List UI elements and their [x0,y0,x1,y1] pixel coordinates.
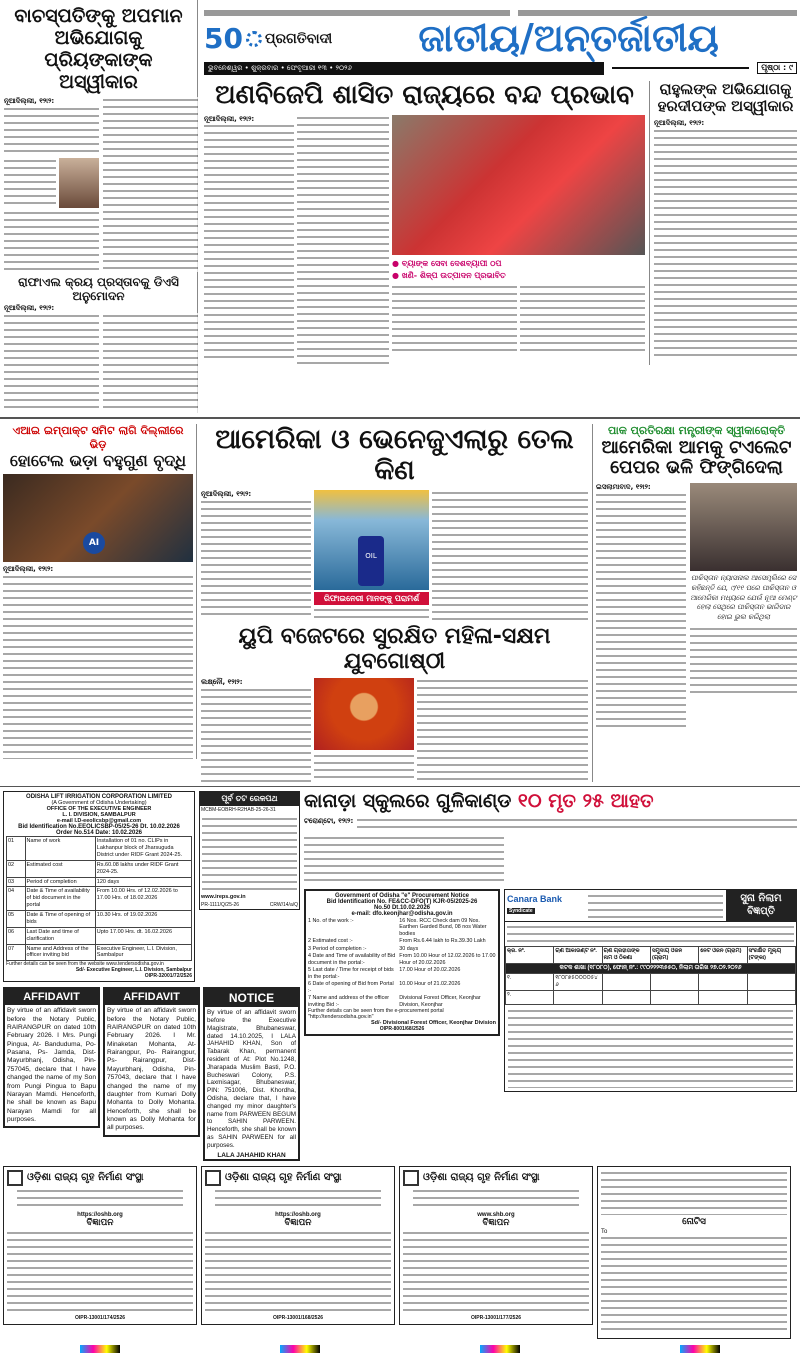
bandh-body [204,123,294,363]
court-notice [597,1166,791,1339]
railway-ref2: CRW/14/a/Q [269,902,298,909]
oshb-ref: OIPR-13001/174/2526 [74,1314,126,1321]
eproc-label: 2 Estimated cost :- [308,938,353,945]
canara-logo [505,890,585,921]
affidavit-2 [103,987,200,1136]
logo-wheel-icon [246,31,262,47]
eproc-label: 5 Last date / Time for receipt of bids in the portal:- [308,967,394,980]
affidavit-1 [3,987,100,1128]
canara-cell [602,991,650,1005]
oshb-org: ଓଡ଼ିଶା ରାଜ୍ୟ ଗୃହ ନିର୍ମାଣ ସଂସ୍ଥା [225,1172,342,1184]
eproc-footer: Further details can be seen from the e-procurement portal "http://tendersodisha.gov.in" [308,1008,444,1021]
eproc-row [308,918,496,937]
paper-name: ପ୍ରଗତିବାଦୀ [264,30,333,47]
oil-body-2 [432,490,588,620]
railway-tender-no: MCBM-EOBRH-R2HAB-25-26-31 [201,807,276,814]
oshb-title: ବିଜ୍ଞାପନ [284,1217,312,1228]
notice-body: By virtue of an affidavit sworn before the Executive Magistrate, Bhubaneswar, dated 14.10.2025, I LALA JAHAHID KHAN, Son of Tabarak Khan, permanent resident of At: Plot No.1248, Jharapada Muslim Basti, P.O. Bucheswari Colony, P.S. Laxmisagar, Bhubaneswar, PIN: 751006, Dist. Khordha, Odisha, declare that, I have changed my minor daughter's name from PARWEEN BEGUM to SAHIN PARWEEN. Henceforth, she shall be known as SAHIN PARWEEN for all purposes. [207,1009,296,1149]
eproc-row [308,938,496,944]
oshb-address [17,1188,183,1210]
priyanka-headline: ବାଚସ୍ପତିଙ୍କୁ ଅପମାନ ଅଭିଯୋଗକୁ ପ୍ରିୟଙ୍କାଙ୍କ ଅସ୍ୱୀକାର [14,5,183,93]
oshb-website[interactable]: www.shb.org [477,1211,515,1218]
hardeep-body [654,128,797,358]
canara-cell [554,991,602,1005]
eproc-ref: OIPR-8001/68/2526 [379,1026,425,1033]
oil-photo [314,490,429,590]
oil-dateline: ନୂଆଦିଲ୍ଲୀ, ୧୨ା୨: [201,489,252,498]
section-title: ଜାତୀୟ/ଅନ୍ତର୍ଜାତୀୟ [418,16,719,60]
pak-kicker: ପାକ ପ୍ରତିରକ୍ଷା ମନ୍ତ୍ରୀଙ୍କ ସ୍ୱୀକାରୋକ୍ତି [607,423,785,437]
canada-body-2 [304,835,504,885]
anniversary-logo: 50 [204,21,243,55]
olic-office: OFFICE OF THE EXECUTIVE ENGINEER [46,806,152,813]
oil-body-3 [314,607,429,618]
eproc-label: 1 No. of the work :- [308,918,354,924]
eproc-label: 4 Date and Time of availability of Bid document in the portal:- [308,953,396,966]
eproc-value: 10.00 Hour of 21.02.2026 [399,981,461,988]
oshb-logo-icon [205,1170,221,1186]
pak-story [593,424,800,732]
affidavit-2-body: By virtue of an affidavit sworn before the Notary Public, RAIRANGPUR on dated 10th February 2026. I Mr. Minaketan Mohanta, At- Rairangpur, Po- Rairangpur, Ps- Rairangpur, Dist- Mayurbhanj, Odisha, Pin-757043, declare that I have changed the name of my daughter from Kumari Dolly Mohanta to Dolly Mohanta. Henceforth, she shall be known as Dolly Mohanta for all purposes. [107,1007,196,1132]
oil-body [201,499,311,619]
middle-section [0,419,800,787]
olic-cell: 07 [7,944,26,961]
affidavit-1-body: By virtue of an affidavit sworn before the Notary Public, RAIRANGPUR on dated 10th February 2026. I Mrs. Pungi Pingua, At- Banduduma, Po- Pasana, Ps- Jamda, Dist- Mayurbhanj, Odisha, Pin-757045, declare that I have changed the name of my Son from Pungi Pingua to Bapu Narayan Mamdi. Henceforth, he shall be known as Bapu Narayan Mamdi for all purposes. [7,1007,96,1123]
bandh-bullet-2: ● ଖଣି- ଶିଳ୍ପ ଉତ୍ପାଦନ ପ୍ରଭାବିତ [392,270,506,280]
canada-headline-b: ୧୦ ମୃତ ୨୫ ଆହତ [517,790,654,813]
up-budget-body-2 [314,753,414,781]
eproc-bid-id: Bid Identification No. FE&CC-DFO(T) KJR-05/2025-26 [326,899,478,905]
top-stories [204,81,797,365]
bandh-protest-photo [392,115,645,255]
ai-story [0,424,197,759]
olic-cell: Upto 17.00 Hrs. dt. 16.02.2026 [95,927,191,944]
priyanka-body [4,106,99,156]
eproc-row [308,995,496,1008]
name-change-notice [203,987,300,1160]
canara-cell: ୧୮୦୮୭୫୦୦୦୦୫୪୬ [554,974,602,991]
oshb-address [413,1188,579,1210]
bullet-text: ଖଣି- ଶିଳ୍ପ ଉତ୍ପାଦନ ପ୍ରଭାବିତ [401,270,506,280]
canara-branch-heading: କଟକ ଶାଖା (୧୮୦୮୦), ଫୋନ୍ ନଂ.: ୯୯୦୨୨୨୩୫୫୦, ନିଲାମ ତାରିଖ ୨୭.୦୨.୨୦୨୬ [506,963,796,974]
oshb-logo-icon [7,1170,23,1186]
olic-table-row [7,887,192,911]
canara-cell: ୧. [506,974,554,991]
eproc-value: From Rs.6.44 lakh to Rs.39.30 Lakh [399,938,486,945]
olic-sign: Sd/- Executive Engineer, L.I. Division, Sambalpur [75,967,192,974]
olic-cell: Name and Address of the officer inviting bid [25,944,95,961]
ai-kicker: ଏଆଇ ଇମ୍ପାକ୍ଟ ସମିଟ ଲାଗି ଦିଲ୍ଲୀରେ ଭିଡ଼ [12,423,184,451]
oshb-title: ବିଜ୍ଞାପନ [86,1217,114,1228]
olic-cell: 01 [7,837,26,861]
ai-dateline: ନୂଆଦିଲ୍ଲୀ, ୧୨ା୨: [3,565,54,574]
canara-column-header: ଋଣ ଆକାଉଣ୍ଟ ନଂ. [554,947,602,964]
railway-tender-ad [199,791,300,910]
up-budget-dateline: ଲକ୍ଷ୍ନୌ, ୧୨ା୨: [201,678,243,687]
eproc-rows [308,918,496,1008]
canara-address [588,893,723,918]
right-area [198,0,800,365]
up-budget-body-3 [417,678,588,781]
olic-footer: Further details can be seen from the website www.tendersodisha.gov.in [6,961,164,968]
olic-cell: 03 [7,877,26,887]
eproc-row [308,967,496,980]
top-section [0,0,800,419]
canara-auction-ad [504,889,797,1092]
canara-table [505,946,796,1005]
affidavit-1-title: AFFIDAVIT [5,989,98,1005]
bullet-text: ବ୍ୟାଙ୍କ ସେବା ଦେଶବ୍ୟାପୀ ଠପ [401,258,502,268]
pak-minister-photo [690,483,797,571]
railway-body [202,816,297,891]
priyanka-dateline: ନୂଆଦିଲ୍ଲୀ, ୧୨ା୨: [4,97,55,106]
bottom-ads [0,1161,800,1339]
olic-table [6,836,192,961]
olic-table-row [7,860,192,877]
ai-headline: ହୋଟେଲ ଭଡ଼ା ବହୁଗୁଣ ବୃଦ୍ଧି [9,450,187,470]
canara-bank-name: Canara Bank [507,894,563,904]
affidavit-2-title: AFFIDAVIT [105,989,198,1005]
ai-summit-photo [3,474,193,562]
oshb-ad [399,1166,593,1325]
ads-left [0,791,300,1160]
bandh-bullet-1: ● ବ୍ୟାଙ୍କ ସେବା ଦେଶବ୍ୟାପୀ ଠପ [392,258,502,268]
olic-cell: Rs.60.08 lakhs under RIDF Grant 2024-25. [95,860,191,877]
canara-table-row [506,991,796,1005]
eproc-no: No.50 Dt.10.02.2026 [373,905,431,911]
olic-cell: Estimated cost [25,860,95,877]
olic-table-row [7,877,192,887]
eproc-row [308,953,496,966]
bandh-dateline: ନୂଆଦିଲ୍ଲୀ, ୧୨ା୨: [204,114,255,123]
olic-ref: OIPR-32001/72/2526 [144,973,192,980]
olic-cell: Date & Time of opening of bids [25,911,95,928]
hardeep-story [650,81,797,365]
oshb-ref: OIPR-13001/177/2526 [470,1314,522,1321]
olic-bid-id: Bid Identification No.EEOLICSBP-05/25-26 Dt. 10.02.2026 [18,824,180,831]
olic-table-row [7,837,192,861]
bandh-body-2 [297,115,389,365]
olic-table-row [7,944,192,961]
canara-column-header: ଋଣ ଗ୍ରହୀତାଙ୍କ ନାମ ଓ ଠିକଣା [602,947,650,964]
court-notice-title: ନୋଟିସ [682,1216,706,1227]
olic-cell: From 10.00 Hrs. of 12.02.2026 to 17.00 Hrs. of 18.02.2026 [95,887,191,911]
canara-column-header: ନେଟ ଓଜନ (ଗ୍ରାମ) [699,947,747,964]
eproc-email: e-mail: dfo.keonjhar@odisha.gov.in [351,911,453,917]
bandh-story [204,81,650,365]
eproc-label: 6 Date of opening of Bid from Portal :- [308,981,394,994]
rafale-body [4,313,99,413]
olic-cell: 05 [7,911,26,928]
canara-cell [602,974,650,991]
olic-division: L. I. DIVISION, SAMBALPUR [62,812,136,819]
olic-cell: 06 [7,927,26,944]
masthead-rule [612,67,749,69]
eproc-value: 16 Nos. RCC Check dam 09 Nos. Earthen Garded Bund, 08 nos Water bodies [399,918,487,937]
railway-title: ପୂର୍ବ ତଟ ରେଳପଥ [200,792,299,806]
olic-cell: 10.30 Hrs. of 19.02.2026 [95,911,191,928]
canada-body [357,817,797,831]
notice-title: NOTICE [205,989,298,1007]
olic-tender-ad [3,791,195,982]
olic-cell: Installation of 01 no. CLIPs in Lakhanpur block of Jharsuguda District under RIDF Grant 2024-25. [95,837,191,861]
canada-headline-a: କାନାଡ଼ା ସ୍କୁଲରେ ଗୁଳିକାଣ୍ଡ [304,790,512,813]
hardeep-headline: ରାହୁଲଙ୍କ ଅଭିଯୋଗକୁ ହରଦୀପଙ୍କ ଅସ୍ୱୀକାର [657,79,794,116]
eprocurement-notice [304,889,500,1036]
canara-cell [650,991,698,1005]
priyanka-story [4,97,193,272]
eproc-label: 3 Period of completion :- [308,945,367,952]
oshb-ad [201,1166,395,1325]
bandh-body-4 [520,284,645,354]
olic-email: e-mail I.D-eeolicsbp@gmail.com [56,818,142,825]
ai-badge: AI [83,532,105,554]
eproc-row [308,981,496,994]
canara-column-header: କ୍ର. ନଂ. [506,947,554,964]
eproc-value: 30 days [399,945,419,952]
eproc-value: Divisional Forest Officer, Keonjhar Division, Keonjhar [399,995,481,1008]
priyanka-body-2 [4,158,56,208]
court-notice-header [601,1170,787,1215]
bandh-body-3 [392,284,517,354]
eproc-value: 17.00 Hour of 20.02.2026 [399,967,461,974]
olic-cell: Date & Time of availability of bid document in the portal [25,887,95,911]
rafale-dateline: ନୂଆଦିଲ୍ଲୀ, ୧୨ା୨: [4,303,55,312]
oil-caption: ରିଫାଇନେରୀ ମାନଙ୍କୁ ପରାମର୍ଶ [314,592,429,605]
oshb-body [403,1230,589,1315]
canara-cell: ୨. [506,991,554,1005]
olic-order: Order No.514 Date: 10.02.2026 [55,830,143,837]
priyanka-photo [59,158,99,208]
canada-dateline: ଟରୋଣ୍ଟୋ, ୧୨ା୨: [304,817,354,825]
oshb-website[interactable]: https://oshb.org [77,1211,123,1218]
eproc-row [308,946,496,952]
canada-headline [304,791,797,813]
notice-sign: LALA JAHAHID KHAN [217,1151,286,1159]
olic-cell: Period of completion [25,877,95,887]
up-cm-photo [314,678,414,750]
oil-barrel: OIL [358,536,384,586]
eproc-sign: Sd/- Divisional Forest Officer, Keonjhar Division [371,1020,496,1027]
oshb-body [7,1230,193,1315]
dateline-bar: ଭୁବନେଶ୍ୱର • ଶୁକ୍ରବାର • ଫେବୃଆରୀ ୧୩ • ୨୦୨୬ [204,62,604,75]
canara-cell [699,974,747,991]
up-budget-body [201,687,311,782]
pak-body [596,492,686,732]
ads-section [0,787,800,1160]
priyanka-body-4 [103,97,198,272]
oshb-website[interactable]: https://oshb.org [275,1211,321,1218]
bandh-headline: ଅଣବିଜେପି ଶାସିତ ରାଜ୍ୟରେ ବନ୍ଦ ପ୍ରଭାବ [215,79,634,110]
ai-body [3,574,193,759]
masthead [204,18,797,60]
rafale-headline: ରାଫାଏଲ କ୍ରୟ ପ୍ରସ୍ତାବକୁ ଡିଏସି ଅନୁମୋଦନ [18,275,179,304]
canara-cell [699,991,747,1005]
olic-cell: 120 days [95,877,191,887]
oshb-title: ବିଜ୍ଞାପନ [482,1217,510,1228]
oshb-org: ଓଡ଼ିଶା ରାଜ୍ୟ ଗୃହ ନିର୍ମାଣ ସଂସ୍ଥା [423,1172,540,1184]
canara-table-row [506,974,796,991]
ads-right [304,791,797,1092]
canara-title: ସୁନା ନିଲାମ ବିଜ୍ଞପ୍ତି [726,890,796,921]
olic-org-sub: (A Government of Odisha Undertaking) [51,800,147,807]
canara-intro [507,924,794,944]
page-number: ପୃଷ୍ଠା : ୯ [757,62,797,74]
oil-up-column [197,424,593,782]
railway-ref: PR-1111/Q/25-26 [201,902,240,909]
print-registration-bar [0,1345,800,1353]
oshb-org: ଓଡ଼ିଶା ରାଜ୍ୟ ଗୃହ ନିର୍ମାଣ ସଂସ୍ଥା [27,1172,144,1184]
oshb-ref: OIPR-13001/168/2526 [272,1314,324,1321]
olic-cell: 02 [7,860,26,877]
court-notice-to: To [601,1228,608,1235]
olic-cell: Executive Engineer, L.I. Division, Sambalpur [95,944,191,961]
olic-cell: Last Date and time of clarification [25,927,95,944]
hardeep-dateline: ନୂଆଦିଲ୍ଲୀ, ୧୨ା୨: [654,119,705,128]
pak-body-2 [690,626,797,696]
railway-website[interactable]: www.ireps.gov.in [201,894,246,901]
oshb-address [215,1188,381,1210]
rafale-body-2 [103,313,198,413]
canara-column-header: ସମୁଦାୟ ଓଜନ (ଗ୍ରାମ) [650,947,698,964]
olic-cell: Name of work [25,837,95,861]
eproc-label: 7 Name and address of the officer inviting Bid :- [308,995,390,1008]
oshb-logo-icon [403,1170,419,1186]
olic-cell: 04 [7,887,26,911]
pak-photo-caption: ପାକିସ୍ତାନ ନ୍ୟାସନାଲ ଆସେମ୍ବ୍ଲିରେ ସେ କହିଛନ୍ତି ଯେ, ୯/୧୧ ପରେ ପାକିସ୍ତାନ ଓ ଆମେରିକା ମଧ୍ୟରେ ଯେଉଁ ନୂଆ ମେଣ୍ଟ ହେଲା ସେଥିରେ ପାକିସ୍ତାନ ଭାଗିଦାର ହୋଇ ଭୁଲ କରିଥିଲା [690,574,797,622]
left-column [0,0,198,413]
priyanka-body-3 [4,210,99,270]
pak-headline: ଆମେରିକା ଆମକୁ ଟଏଲେଟ ପେପର ଭଳି ଫିଙ୍ଗିଦେଲା [601,436,792,479]
canara-bank-sub: Syndicate [509,908,533,914]
eproc-title: Government of Odisha "e" Procurement Notice [334,893,470,899]
olic-table-row [7,927,192,944]
oshb-ad [3,1166,197,1325]
olic-table-row [7,911,192,928]
oil-headline: ଆମେରିକା ଓ ଭେନେଜୁଏଲାରୁ ତେଲ କିଣ [215,423,574,486]
canara-column-header: ସଂରକ୍ଷିତ ମୂଲ୍ୟ (ଟଙ୍କା) [747,947,795,964]
canara-cell [747,974,795,991]
canara-cell [747,991,795,1005]
up-budget-headline: ୟୁପି ବଜେଟରେ ସୁରକ୍ଷିତ ମହିଳା-ସକ୍ଷମ ଯୁବଗୋଷ୍ଠୀ [238,623,551,675]
court-notice-body [601,1235,787,1335]
oshb-body [205,1230,391,1315]
olic-org: ODISHA LIFT IRRIGATION CORPORATION LIMITED [26,794,172,801]
eproc-value: From 10.00 Hour of 12.02.2026 to 17.00 Hour of 20.02.2026 [399,953,496,966]
canara-cell [650,974,698,991]
canara-terms [508,1008,793,1088]
pak-dateline: ଇସଲାମାବାଦ, ୧୨ା୨: [596,483,651,492]
